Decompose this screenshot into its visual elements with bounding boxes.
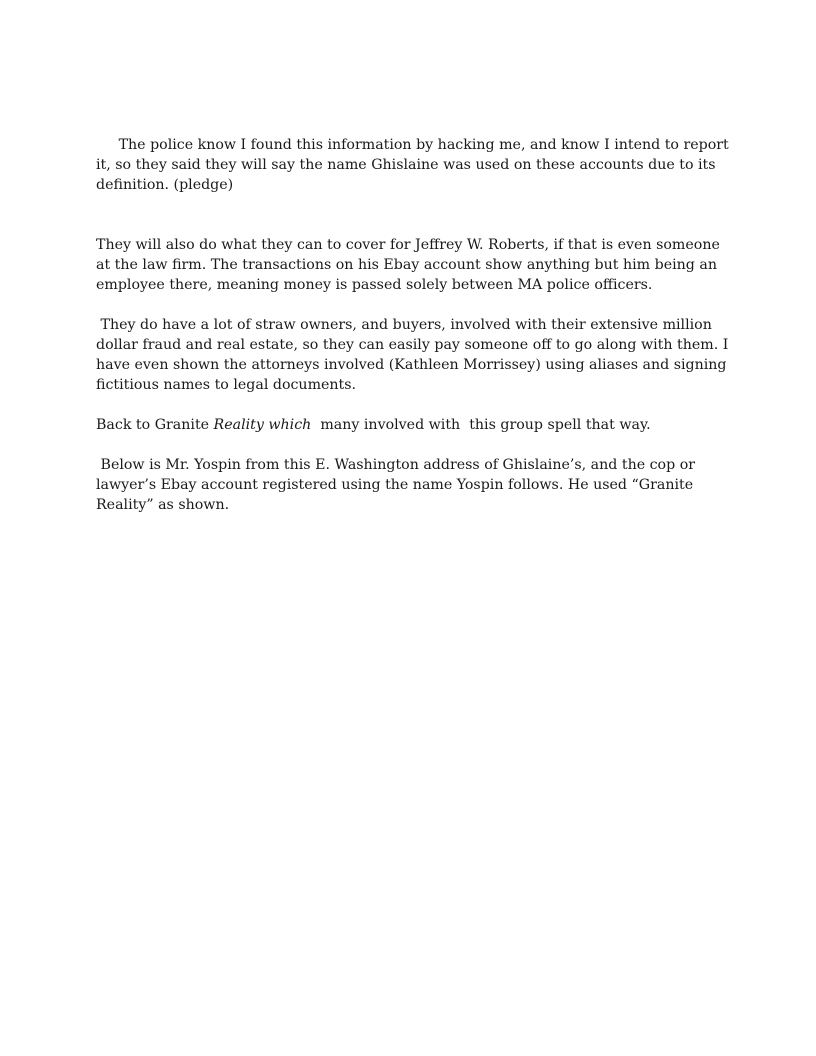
granite-text-after: many involved with this group spell that way. [311, 417, 651, 433]
paragraph-mr-yospin: Below is Mr. Yospin from this E. Washington address of Ghislaine’s, and the cop or lawyer’s Ebay account registered using the name Yospin follows. He used “Granite Reality” as shown. [96, 457, 700, 513]
granite-text-before: Back to Granite [96, 417, 214, 433]
paragraph-granite-reality [96, 415, 736, 435]
paragraph-straw-owners: They do have a lot of straw owners, and buyers, involved with their extensive million dollar fraud and real estate, so they can easily pay someone off to go along with them. I have even shown the attorneys involved (Kathleen Morrissey) using aliases and signing fictitious names to legal documents. [96, 317, 733, 393]
granite-text-italic: Reality which [213, 417, 312, 433]
paragraph-police-hacking: The police know I found this information by hacking me, and know I intend to report it, so they said they will say the name Ghislaine was used on these accounts due to its definition. (pledge) [96, 137, 734, 193]
paragraph-jeffrey-roberts: They will also do what they can to cover for Jeffrey W. Roberts, if that is even someone at the law firm. The transactions on his Ebay account show anything but him being an employee there, meaning money is passed solely between MA police officers. [96, 237, 725, 293]
